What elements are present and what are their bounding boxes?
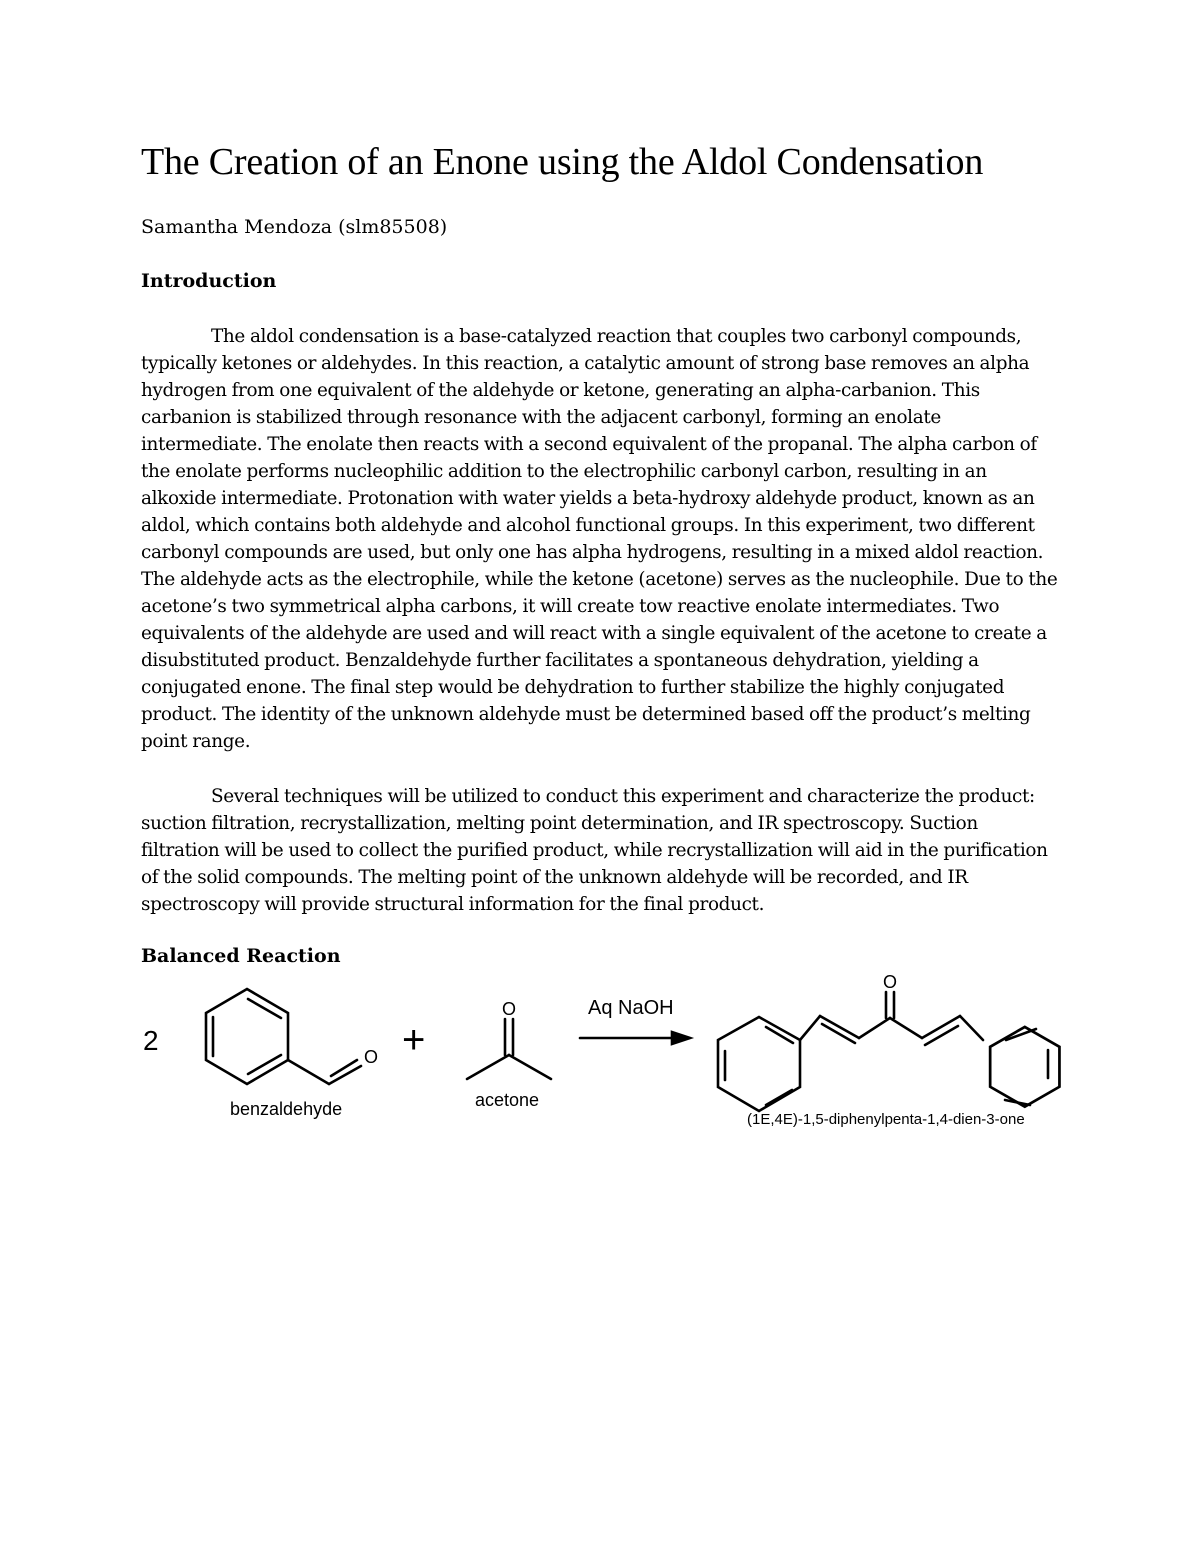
acetone-oxygen-label: O <box>502 999 517 1019</box>
benzaldehyde-oxygen-label: O <box>364 1047 379 1067</box>
stoichiometric-coefficient: 2 <box>143 1025 159 1056</box>
reagent-label: Aq NaOH <box>588 997 674 1019</box>
author-line: Samantha Mendoza (slm85508) <box>141 216 448 238</box>
acetone-label: acetone <box>475 1090 540 1110</box>
document-title: The Creation of an Enone using the Aldol Condensation <box>141 141 984 183</box>
introduction-paragraph-1: The aldol condensation is a base-catalyzed reaction that couples two carbonyl compounds, typically ketones or aldehydes. In this reaction, a catalytic amount of strong base removes an alpha hydrogen from one equivalent of the aldehyde or ketone, generating an alpha-carbanion. This carbanion is stabilized through resonance with the adjacent carbonyl, forming an enolate intermediate. The enolate then reacts with a second equivalent of the propanal. The alpha carbon of the enolate performs nucleophilic addition to the electrophilic carbonyl carbon, resulting in an alkoxide intermediate. Protonation with water yields a beta-hydroxy aldehyde product, known as an aldol, which contains both aldehyde and alcohol functional groups. In this experiment, two different carbonyl compounds are used, but only one has alpha hydrogens, resulting in a mixed aldol reaction. The aldehyde acts as the electrophile, while the ketone (acetone) serves as the nucleophile. Due to the acetone’s two symmetrical alpha carbons, it will create tow reactive enolate intermediates. Two equivalents of the aldehyde are used and will react with a single equivalent of the acetone to create a disubstituted product. Benzaldehyde further facilitates a spontaneous dehydration, yielding a conjugated enone. The final step would be dehydration to further stabilize the highly conjugated product. The identity of the unknown aldehyde must be determined based off the product’s melting point range. <box>141 326 1058 752</box>
balanced-reaction-heading: Balanced Reaction <box>141 945 341 967</box>
introduction-paragraph-2: Several techniques will be utilized to conduct this experiment and characterize the product: suction filtration, recrystallization, melting point determination, and IR spectroscopy. Suction filtration will be used to collect the purified product, while recrystallization will aid in the purification of the solid compounds. The melting point of the unknown aldehyde will be recorded, and IR spectroscopy will provide structural information for the final product. <box>141 786 1048 915</box>
benzaldehyde-label: benzaldehyde <box>230 1099 343 1119</box>
reaction-arrow <box>580 1032 690 1044</box>
introduction-heading: Introduction <box>141 270 277 292</box>
acetone-structure <box>467 1019 551 1079</box>
plus-sign: + <box>402 1018 426 1062</box>
product-structure <box>718 992 1059 1111</box>
product-label: (1E,4E)-1,5-diphenylpenta-1,4-dien-3-one <box>747 1111 1025 1128</box>
product-oxygen-label: O <box>883 972 898 992</box>
benzaldehyde-structure <box>206 989 361 1084</box>
